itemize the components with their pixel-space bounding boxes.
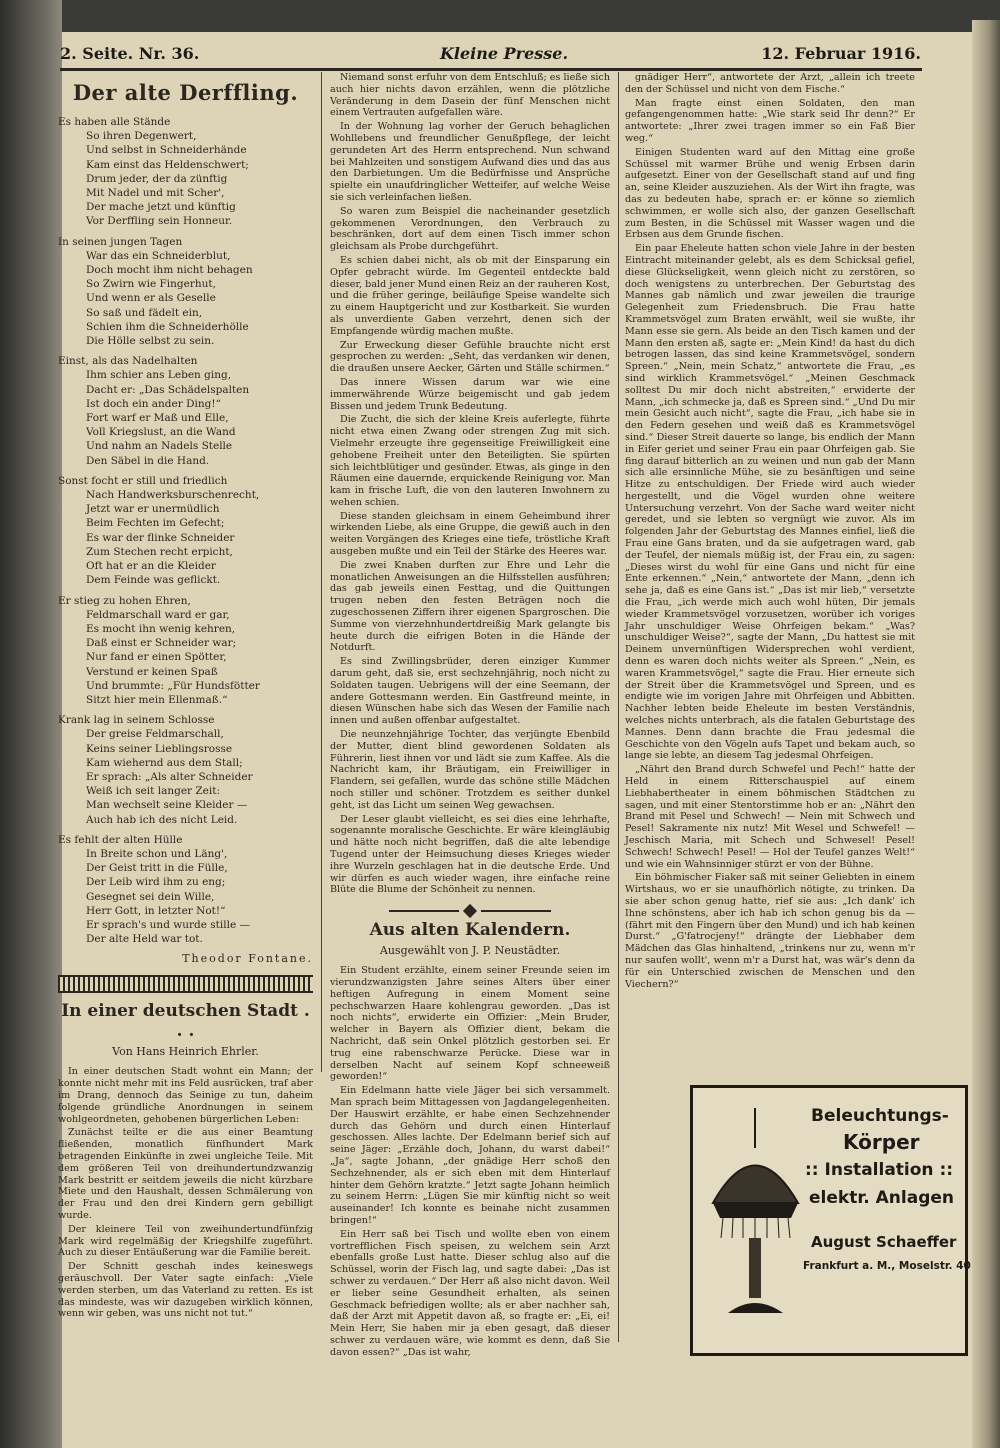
paragraph: Die neunzehnjährige Tochter, das verjüngte Ebenbild der Mutter, dient blind gewordenen Soldaten als Führerin, liest ihnen vor und lädt sie zum Kaffee. Als die Nachricht kam, ihr Bräutigam, ein Freiwilliger in Flandern, sei gefallen, wurde das schöne stille Mädchen noch stiller und schöner. Trotzdem es seither dunkel geht, ist das Licht um seinen Weg gewachsen. (330, 729, 610, 811)
poem-line: Er sprach's und wurde stille — (86, 918, 251, 931)
paragraph: Es schien dabei nicht, als ob mit der Einsparung ein Opfer gebracht würde. Im Gegenteil entdeckte bald dieser, bald jener Mund einen Reiz an der rauheren Kost, und die früher geringe, beiläufige Speise wandelte sich zu einem Hauptgericht und zur Kostbarkeit. Sie wurden als unverdiente Gaben verzehrt, denen sich der Empfangende würdig machen mußte. (330, 254, 610, 337)
poem-stanza (58, 115, 313, 229)
paragraph: So waren zum Beispiel die nacheinander gesetzlich gekommenen Verordnungen, den Verbrauch zu beschränken, dort auf dem einen Tisch immer schon gleichsam als Probe durchgeführt. (330, 205, 610, 253)
facing-page-edge (972, 20, 1000, 1448)
poem-line: Drum jeder, der da zünftig (86, 172, 228, 185)
paragraph: Ein Student erzählte, einem seiner Freunde seien im vierundzwanzigsten Jahre seines Alters über einer heftigen Aufregung in einem Moment seine pechschwarzen Haare kohlengrau geworden. „Das ist noch nichts“, erwiderte ein Offizier: „Mein Bruder, welcher in Bayern als Offizier dient, bekam die Nachricht, daß sein Onkel plötzlich gestorben sei. Er trug eine rabenschwarze Perücke. Diese war in derselben Nacht auf seinem Kopf schneeweiß geworden!“ (330, 965, 610, 1083)
poem-line: Dacht er: „Das Schädelspalten (86, 383, 250, 396)
header-date: 12. Februar 1916. (761, 44, 921, 63)
paragraph: Die Zucht, die sich der kleine Kreis auferlegte, führte nicht etwa einen Zwang oder strengen Zug mit sich. Vielmehr erzeugte ihre gegenseitige Freiwilligkeit eine gehobene Freiheit unter den Beteiligten. Sie spürten sich leichtblütiger und gesünder. Etwas, als ginge in den Räumen eine dauernde, erquickende Reinigung vor. Man kam in frische Luft, die von den lauteren Inwohnern zu wehen schien. (330, 414, 610, 508)
poem-line: Der Leib wird ihm zu eng; (86, 876, 226, 889)
poem-line: Vor Derffling sein Honneur. (86, 215, 233, 228)
ad-line-3: :: Installation :: (805, 1160, 954, 1180)
paragraph: Die zwei Knaben durften zur Ehre und Lehr die monatlichen Anweisungen an die Hilfsstellen ausführen; das gab jeweils einen Festtag, und die Quittungen trugen neben den festen Beträgen noch die zugeschossenen Ziffern ihrer eigenen Spargroschen. Die Summe von vierzehnhundertdreißig Mark gelangte bis heute durch die eifrigen Boten in die Hände der Notdurft. (330, 559, 610, 654)
paragraph: Man fragte einst einen Soldaten, den man gefangengenommen hatte: „Wie stark seid Ihr denn?“ Er antwortete: „Ihrer zwei tragen immer so ein Faß Bier weg.“ (625, 97, 915, 144)
poem-stanza (58, 474, 313, 588)
poem-line: Sonst focht er still und friedlich (58, 474, 228, 487)
poem-stanza (58, 235, 313, 349)
paragraph: Ein paar Eheleute hatten schon viele Jahre in der besten Eintracht miteinander gelebt, als es dem Schicksal gefiel, diese Glückseligkeit, wenn gleich nicht zu zerstören, so doch wenigstens zu unterbrechen. Der Geburtstag des Mannes gab nämlich und zwar jeweilen die traurige Gelegenheit zum Friedensbruch. Die Frau hatte Krammetsvögel zum Braten erwählt, weil sie wußte, ihr Mann esse sie gern. Als beide an den Tisch kamen und der Mann den ersten aß, sagte er: „Mein Kind! da hast du dich betrogen lassen, das sind keine Krammetsvögel, sondern Spreen.“ „Nein, mein Schatz,“ antwortete die Frau, „es sind wirklich Krammetsvögel.“ „Meinen Geschmack solltest Du mir doch nicht abstreiten,“ erwiderte der Mann, „ich schmecke ja, daß es Spreen sind.“ „Und Du mir mein Gesicht auch nicht“, sagte die Frau, „ich habe sie in den Federn gesehen und weiß daß es Krammetsvögel sind.“ Dieser Streit dauerte so lange, bis endlich der Mann in Eifer geriet und seiner Frau ein paar Ohrfeigen gab. Sie fing darauf bitterlich an zu weinen und nun gab der Mann sich alle ersinnliche Mühe, sie zu besänftigen und seine Hitze zu entschuldigen. Der Friede wird auch wieder hergestellt, und die Vögel wurden ohne weitere Untersuchung verzehrt. Von der Sache ward weiter nicht geredet, und sie lebten so vergnügt wie zuvor. Als im folgenden Jahr der Geburtstag des Mannes einfiel, ließ die Frau eine Gans braten, und da sie aufgetragen ward, gab der Teufel, der niemals müßig ist, der Frau ein, zu sagen: „Dieses wirst du wohl für eine Gans und nicht für eine Ente erkennen.“ „Nein,“ antwortete der Mann, „denn ich sehe ja, daß es eine Gans ist.“ „Das ist mir lieb,“ versetzte die Frau, „ich werde mich auch wohl hüten, Dir jemals wieder Krammetsvögel vorzusetzen, worüber ich voriges Jahr unschuldiger Weise Ohrfeigen bekam.“ „Was? unschuldiger Weise?“, sagte der Mann, „Du hattest sie mit Deinem unvernünftigen Widersprechen wohl verdient, denn es waren doch nichts weiter als Spreen.“ „Nein, es waren Krammetsvögel,“ sagte die Frau. Hier erneute sich der Streit über die Krammetsvögel und Spreen, und es endigte wie im vorigen Jahre mit Ohrfeigen und Abbitten. Nachher lebten beide Eheleute im besten Verständnis, welches nichts unterbrach, als die fatalen Geburtstage des Mannes. Denn dann brachte die Frau jedesmal die Geschichte von den Vögeln aufs Tapet und bekam auch, so lange sie lebte, an diesem Tag jedesmal Ohrfeigen. (625, 243, 915, 762)
column-rule-1 (321, 72, 322, 1072)
column-3 (625, 72, 915, 1077)
poem-line: Herr Gott, in letzter Not!“ (86, 904, 226, 917)
poem-line: Nach Handwerksburschenrecht, (86, 489, 260, 502)
paragraph: Ein Edelmann hatte viele Jäger bei sich versammelt. Man sprach beim Mittagessen von Jagdangelegenheiten. Der Hauswirt erzählte, er habe einen Sechzehnender durch das Gehörn und durch einen Hinterlauf geschossen. Alles lachte. Der Edelmann berief sich auf seine Jäger: „Erzähle doch, Johann, du warst dabei!“ „Ja“, sagte Johann, „der gnädige Herr schoß den Sechzehnender, als er sich eben mit dem Hinterlauf hinter dem Gehörn kratzte.“ Jetzt sagte Johann heimlich zu seinem Herrn: „Lügen Sie mir künftig nicht so weit auseinander! Ich konnte es beinahe nicht zusammen bringen!“ (330, 1085, 610, 1226)
lamp-icon (703, 1108, 808, 1323)
poem-line: Er stieg zu hohen Ehren, (58, 594, 191, 607)
paragraph: Es sind Zwillingsbrüder, deren einziger Kummer darum geht, daß sie, erst sechzehnjährig, noch nicht zu Soldaten taugen. Uebrigens will der eine Seemann, der andere Gottesmann werden. Ein Gastfreund meinte, in diesen Wünschen habe sich das Wesen der Familie nach innen und außen offenbar aufgestaltet. (330, 656, 610, 727)
poem-line: Es haben alle Stände (58, 116, 171, 128)
poem-line: Es war der flinke Schneider (86, 531, 235, 544)
paragraph: Einigen Studenten ward auf den Mittag eine große Schüssel mit warmer Brühe und wenig Erbsen darin aufgesetzt. Einer von der Gesellschaft stand auf und fing an, seine Kleider auszuziehen. Als der Wirt ihn fragte, was das zu bedeuten habe, sprach er: er könne so ziemlich schwimmen, er wolle sich also, der ganzen Gesellschaft zum Besten, in die Schüssel mit Wasser wagen und die Erbsen aus dem Grunde fischen. (625, 146, 915, 241)
article1-continued (330, 72, 610, 896)
poem-line: War das ein Schneiderblut, (86, 249, 231, 262)
article2-continued (625, 72, 915, 990)
paragraph: Diese standen gleichsam in einem Geheimbund ihrer wirkenden Liebe, als eine Gruppe, die gewiß auch in den weiten Vorgängen des Krieges eine tiefe, tröstliche Kraft ausgeben mußte und ein Teil der Stärke des Heeres war. (330, 510, 610, 558)
poem-line: So ihren Degenwert, (86, 130, 197, 143)
poem-stanza (58, 833, 313, 947)
column-rule-2 (618, 72, 619, 1342)
paragraph: Niemand sonst erfuhr von dem Entschluß; es ließe sich auch hier nichts davon erzählen, wenn die plötzliche Veränderung in dem Dasein der fünf Menschen nicht einem Vertrauten aufgefallen wäre. (330, 72, 610, 119)
poem-line: Zum Stechen recht erpicht, (86, 545, 233, 558)
column-1 (58, 80, 313, 1320)
poem-stanza (58, 594, 313, 708)
page-header (60, 44, 921, 68)
poem-line: Doch mocht ihm nicht behagen (86, 264, 253, 277)
paragraph: Ein böhmischer Fiaker saß mit seiner Geliebten in einem Wirtshaus, wo er sie unaufhörlich nötigte, zu trinken. Da sie aber schon genug hatte, rief sie aus: „Ich dank' ich Ihne schönstens, aber ich hab ich schon genug bis da — (fährt mit den Fingern über den Mund) und ich hab keinen Durst.“ „G'fatrocjeny!“ drängte der Liebhaber dem Mädchen das Glas hinhaltend, „trinkens nur zu, wenn m'r nur saufen wollt', wenn m'r a Durst hat, was wär's denn da für ein Unterschied zwischen de Menschen und den Viechern?“ (625, 872, 915, 990)
ad-line-2: Körper (843, 1130, 920, 1154)
poem-line: Kam wiehernd aus dem Stall; (86, 756, 243, 769)
poem-line: Und brummte: „Für Hundsfötter (86, 679, 260, 692)
header-rule (60, 68, 922, 71)
ornament-divider (58, 975, 313, 993)
poem-line: Und wenn er als Geselle (86, 292, 216, 305)
poem-line: Den Säbel in die Hand. (86, 454, 210, 467)
poem-line: Fort warf er Maß und Elle, (86, 412, 229, 425)
poem-line: Und selbst in Schneiderhände (86, 144, 247, 157)
poem-line: Der mache jetzt und künftig (86, 201, 236, 214)
ad-company-name: August Schaeffer (811, 1233, 957, 1251)
advertisement (690, 1085, 971, 1356)
section-divider (330, 906, 610, 916)
paragraph: Ein Herr saß bei Tisch und wollte eben von einem vortrefflichen Fisch speisen, zu welchem sein Arzt ebenfalls große Lust hatte. Dieser schlug also auf die Schüssel, worin der Fisch lag, und sagte dabei: „Das ist schwer zu verdauen.“ Der Herr aß also nicht davon. Weil er lieber seine Gesundheit erhalten, als seinen Geschmack befriedigen wollte; als er aber nachher sah, daß der Arzt mit Appetit davon aß, so fragte er: „Ei, ei! Mein Herr, Sie haben mir ja eben gesagt, daß dieser schwer zu verdauen wäre, wie kommt es denn, daß Sie davon essen?“ „Das ist wahr, (330, 1228, 610, 1358)
article1-title: In einer deutschen Stadt . . . (61, 1001, 310, 1042)
poem-line: Keins seiner Lieblingsrosse (86, 742, 233, 755)
poem-line: In Breite schon und Läng', (86, 847, 228, 860)
article1-byline: Von Hans Heinrich Ehrler. (112, 1045, 259, 1059)
poem-body (58, 115, 313, 946)
poem-line: Es mocht ihn wenig kehren, (86, 622, 236, 635)
poem-line: Der Geist tritt in die Fülle, (86, 862, 228, 875)
article2-byline: Ausgewählt von J. P. Neustädter. (379, 944, 561, 958)
paragraph: gnädiger Herr“, antwortete der Arzt, „allein ich treete den der Schüssel und nicht von dem Fische.“ (625, 72, 915, 95)
poem-line: Oft hat er an die Kleider (86, 560, 216, 573)
header-paper-name: Kleine Presse. (440, 44, 569, 63)
poem-line: Nur fand er einen Spötter, (86, 651, 227, 664)
poem-stanza (58, 713, 313, 827)
poem-line: Schien ihm die Schneiderhölle (86, 320, 249, 333)
poem-line: Man wechselt seine Kleider — (86, 799, 248, 812)
paragraph: Der kleinere Teil von zweihundertundfünfzig Mark wird regelmäßig der Kriegshilfe zugeführt. Auch zu dieser Entäußerung war die Familie bereit. (58, 1223, 313, 1259)
paragraph: In einer deutschen Stadt wohnt ein Mann; der konnte nicht mehr mit ins Feld ausrücken, traf aber im Drang, dennoch das Seinige zu tun, daheim folgende gründliche Anordnungen in seinem wohlgeordneten, gehobenen bürgerlichen Leben: (58, 1066, 313, 1125)
poem-line: Jetzt war er unermüdlich (86, 503, 220, 516)
paragraph: Der Leser glaubt vielleicht, es sei dies eine lehrhafte, sogenannte moralische Geschichte. Er wäre kleingläubig und hätte noch nicht begriffen, daß die alte lebendige Tugend unter der Heimsuchung dieses Krieges wieder ihre Wurzeln geschlagen hat in die deutsche Erde. Und wir dürfen es auch wieder wagen, ihre einfache reine Blüte die Blume der Schönheit zu nennen. (330, 813, 610, 896)
poem-line: Feldmarschall ward er gar, (86, 608, 230, 621)
poem-line: Auch hab ich des nicht Leid. (86, 813, 238, 826)
poem-line: So Zwirn wie Fingerhut, (86, 278, 216, 291)
poem-line: Der greise Feldmarschall, (86, 728, 224, 741)
poem-line: Gesegnet sei dein Wille, (86, 890, 215, 903)
poem-line: Der alte Held war tot. (86, 933, 203, 946)
poem-author: Theodor Fontane. (182, 952, 313, 966)
article2-title: Aus alten Kalendern. (369, 920, 571, 941)
poem-line: Weiß ich seit langer Zeit: (86, 785, 221, 798)
poem-line: Er sprach: „Als alter Schneider (86, 770, 253, 783)
article1-body (58, 1066, 313, 1320)
poem-line: Voll Kriegslust, an die Wand (86, 426, 236, 439)
poem-line: Daß einst er Schneider war; (86, 637, 237, 650)
poem-line: Krank lag in seinem Schlosse (58, 714, 215, 727)
poem-line: Ist doch ein ander Ding!“ (86, 397, 221, 410)
poem-line: Mit Nadel und mit Scher', (86, 187, 225, 200)
article2-body (330, 965, 610, 1358)
poem-line: Die Hölle selbst zu sein. (86, 335, 215, 348)
poem-line: Verstund er keinen Spaß (86, 665, 218, 678)
paragraph: Das innere Wissen darum war wie eine immerwährende Würze beigemischt und gab jedem Bissen und jedem Trunk Bedeutung. (330, 376, 610, 412)
poem-line: Kam einst das Heldenschwert; (86, 158, 249, 171)
poem-line: Es fehlt der alten Hülle (58, 833, 183, 846)
poem-line: Beim Fechten im Gefecht; (86, 517, 225, 530)
column-2 (330, 72, 610, 1358)
book-spine (0, 0, 62, 1448)
poem-line: Sitzt hier mein Ellenmaß.“ (86, 693, 228, 706)
header-page-number: 2. Seite. Nr. 36. (60, 44, 200, 63)
paragraph: Der Schnitt geschah indes keineswegs geräuschvoll. Der Vater sagte einfach: „Viele werden sterben, um das Vaterland zu retten. Es ist das mindeste, was wir dazugeben wirklich können, wenn wir geben, was uns nicht not tut.“ (58, 1261, 313, 1320)
poem-line: Und nahm an Nadels Stelle (86, 440, 233, 453)
paragraph: Zur Erweckung dieser Gefühle brauchte nicht erst gesprochen zu werden: „Seht, das verdanken wir denen, die draußen unsere Aecker, Gärten und Ställe schirmen.“ (330, 339, 610, 375)
poem-line: Ihm schier ans Leben ging, (86, 369, 232, 382)
poem-stanza (58, 354, 313, 468)
ad-address: Frankfurt a. M., Moselstr. 40 (803, 1260, 971, 1272)
poem-line: Dem Feinde was geflickt. (86, 574, 221, 587)
paragraph: Zunächst teilte er die aus einer Beamtung fließenden, monatlich fünfhundert Mark betragenden Einkünfte in zwei ungleiche Teile. Mit dem größeren Teil von dreihundertundzwanzig Mark bestritt er seitdem jeweils die nicht kürzbare Miete und den Haushalt, dessen Schmälerung von der Frau und den drei Kindern gern gebilligt wurde. (58, 1127, 313, 1221)
poem-line: So saß und fädelt ein, (86, 306, 203, 319)
paragraph: „Nährt den Brand durch Schwefel und Pech!“ hatte der Held in einem Ritterschauspiel auf einem Liebhabertheater in einem böhmischen Städtchen zu sagen, und mit einer Stentorstimme hob er an: „Nährt den Brand mit Pesel und Schwech! — Nein mit Schwech und Pesel! Sakramente nix nutz! Mit Wesel und Schwefel! — Jeschisch Maria, mit Schech und Schwesel! Pesel! Schwech! Schwech! Pesel! — Hol der Teufel ganzes Welt!“ und wie ein Wahnsinniger stürzt er von der Bühne. (625, 764, 915, 870)
poem-line: In seinen jungen Tagen (58, 235, 183, 248)
paragraph: In der Wohnung lag vorher der Geruch behaglichen Wohllebens und freundlicher Genußpflege, der leicht gerundeten Art des Herrn entsprechend. Nun schwand bei Mahlzeiten und sonstigem Aufwand dies und das aus den Darbietungen. Um die Bedürfnisse und Ansprüche spielte ein unaufdringlicher Wetteifer, auf welche Weise sie sich verleinfachen ließen. (330, 121, 610, 203)
ad-line-4: elektr. Anlagen (809, 1188, 955, 1208)
poem-title: Der alte Derffling. (72, 80, 299, 105)
poem-line: Einst, als das Nadelhalten (58, 355, 198, 368)
ad-line-1: Beleuchtungs- (811, 1106, 949, 1126)
